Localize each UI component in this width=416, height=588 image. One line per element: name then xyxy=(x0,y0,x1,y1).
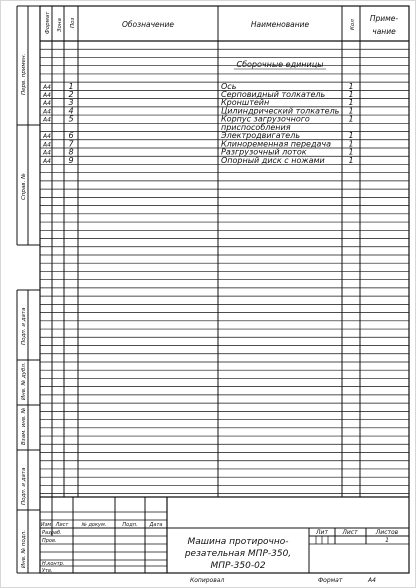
row-name: Ось xyxy=(221,81,237,91)
row-quantity: 1 xyxy=(348,81,354,91)
row-position: 9 xyxy=(68,155,74,165)
row-name: Разгрузочный лоток xyxy=(221,147,307,157)
side-label-sign-date-1: Подп. и дата xyxy=(21,307,27,345)
header-name: Наименование xyxy=(250,20,310,29)
side-label-dup-inv: Инв. № дубл. xyxy=(21,362,27,400)
row-quantity: 1 xyxy=(348,98,354,108)
row-name: Цилиндрический толкатель xyxy=(221,106,340,116)
row-quantity: 1 xyxy=(348,155,354,165)
tb-role-developed: Разраб. xyxy=(42,530,62,536)
row-position: 4 xyxy=(68,106,74,116)
row-format: А4 xyxy=(43,92,51,100)
tb-sheet-label: Лист xyxy=(342,529,358,536)
row-position: 7 xyxy=(68,139,74,149)
header-note-line2: чание xyxy=(372,27,396,36)
row-name: Электродвигатель xyxy=(221,131,301,141)
row-format: А4 xyxy=(43,100,51,108)
tb-header-doc: № докум. xyxy=(81,522,107,528)
header-format: Формат xyxy=(45,11,51,34)
row-name: Корпус загрузочного xyxy=(221,114,310,124)
row-position: 6 xyxy=(68,131,74,141)
side-label-sign-date-2: Подп. и дата xyxy=(21,467,27,505)
tb-role-approved: Утв. xyxy=(42,568,53,574)
row-format: А4 xyxy=(43,133,51,141)
row-position: 5 xyxy=(68,114,74,124)
row-quantity: 1 xyxy=(348,147,354,157)
tb-header-sign: Подп. xyxy=(122,522,138,528)
header-designation: Обозначение xyxy=(121,20,175,29)
tb-header-list: Лист xyxy=(55,522,69,528)
row-name: Серповидный толкатель xyxy=(221,90,326,100)
row-format: А4 xyxy=(43,157,51,165)
section-title: Сборочные единицы xyxy=(236,60,324,69)
row-format: А4 xyxy=(43,141,51,149)
footer-format-value: А4 xyxy=(368,577,376,584)
row-format: А4 xyxy=(43,108,51,116)
row-format: А4 xyxy=(43,116,51,124)
row-format: А4 xyxy=(43,83,51,91)
header-pos: Поз xyxy=(70,17,76,28)
document-title-line3: МПР-350-02 xyxy=(210,561,266,571)
footer-copied: Копировал xyxy=(190,577,225,584)
side-label-first-use: Перв. примен. xyxy=(21,53,27,95)
side-label-orig-inv: Инв. № подл. xyxy=(21,530,27,568)
tb-sheets-label: Листов xyxy=(375,529,399,536)
row-format: А4 xyxy=(43,149,51,157)
row-name: Кронштейн xyxy=(221,98,270,108)
tb-lit-label: Лит xyxy=(316,529,328,536)
row-name-continuation: приспособления xyxy=(221,122,291,132)
header-note-line1: Приме- xyxy=(369,14,399,23)
row-name: Клиноременная передача xyxy=(221,139,332,149)
header-zone: Зона xyxy=(57,18,63,32)
row-quantity: 1 xyxy=(348,106,354,116)
row-position: 3 xyxy=(68,98,74,108)
row-quantity: 1 xyxy=(348,90,354,100)
document-title-line2: резательная МПР-350, xyxy=(184,549,292,559)
row-quantity: 1 xyxy=(348,114,354,124)
tb-header-izm: Изм xyxy=(40,522,52,528)
row-name: Опорный диск с ножами xyxy=(221,155,325,165)
tb-role-ncontrol: Н.контр. xyxy=(42,561,65,567)
row-quantity: 1 xyxy=(348,131,354,141)
side-label-replace-inv: Взам. инв. № xyxy=(21,407,27,445)
row-position: 2 xyxy=(68,90,74,100)
tb-header-date: Дата xyxy=(149,522,163,528)
header-qty: Кол xyxy=(350,19,356,30)
spec-table-grid xyxy=(40,6,409,497)
tb-role-checked: Пров. xyxy=(42,538,57,544)
side-label-ref-no: Справ. № xyxy=(21,173,27,200)
footer-format-label: Формат xyxy=(318,577,343,584)
tb-sheets-value: 1 xyxy=(385,537,389,544)
row-position: 8 xyxy=(68,147,74,157)
row-position: 1 xyxy=(68,81,74,91)
document-title-line1: Машина протирочно- xyxy=(187,537,289,547)
row-quantity: 1 xyxy=(348,139,354,149)
